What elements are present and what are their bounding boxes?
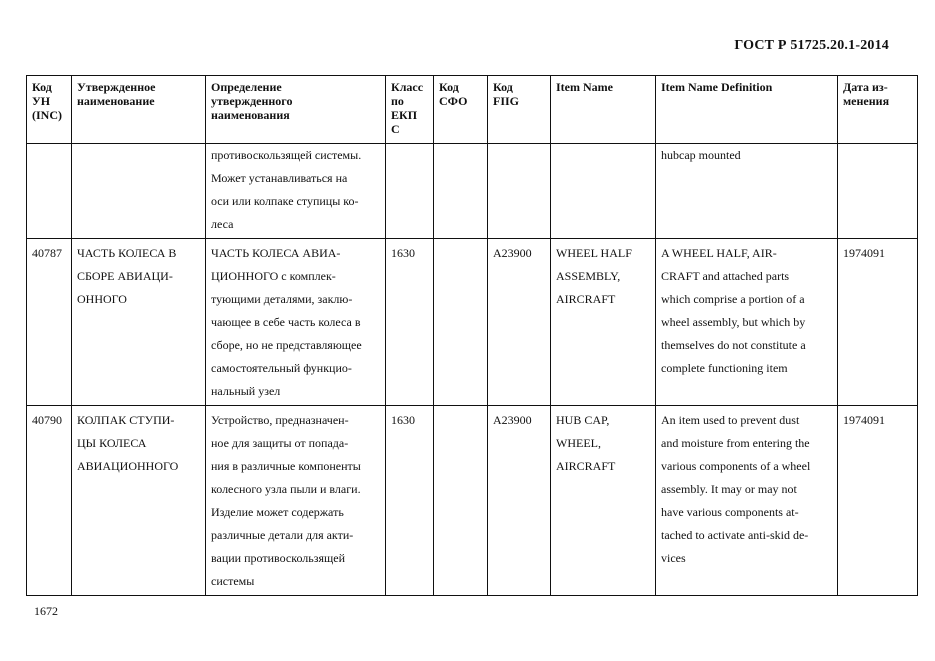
cell-line: АВИАЦИОННОГО <box>77 459 179 473</box>
cell-line: колесного узла пыли и влаги. <box>211 482 361 496</box>
table-header-row <box>27 76 918 144</box>
cell-fiig <box>488 406 551 596</box>
header-line: Item Name <box>556 80 613 94</box>
header-line: Item Name Definition <box>661 80 773 94</box>
cell-line: tached to activate anti-skid de- <box>661 528 809 542</box>
header-line: менения <box>843 94 890 108</box>
cell-line: ЧАСТЬ КОЛЕСА АВИА- <box>211 246 341 260</box>
cell-date <box>838 239 918 406</box>
cell-line: КОЛПАК СТУПИ- <box>77 413 175 427</box>
cell-item-definition <box>656 144 838 239</box>
cell-line: Изделие может содержать <box>211 505 344 519</box>
header-line: Класс <box>391 80 424 94</box>
cell-line: A WHEEL HALF, AIR- <box>661 246 777 260</box>
cell-line: ния в различные компоненты <box>211 459 361 473</box>
header-line: УН <box>32 94 51 108</box>
cell-line: Может устанавливаться на <box>211 171 348 185</box>
cell-line: самостоятельный функцио- <box>211 361 352 375</box>
header-date <box>838 76 918 144</box>
cell-line: тующими деталями, заклю- <box>211 292 353 306</box>
header-item-name <box>551 76 656 144</box>
cell-inc <box>27 406 72 596</box>
cell-line: vices <box>661 551 686 565</box>
header-sfo <box>434 76 488 144</box>
cell-fiig <box>488 239 551 406</box>
table-row <box>27 144 918 239</box>
cell-date <box>838 406 918 596</box>
cell-sfo <box>434 144 488 239</box>
header-line: Утвержденное <box>77 80 156 94</box>
cell-line: AIRCRAFT <box>556 292 616 306</box>
cell-item-name <box>551 406 656 596</box>
cell-line: ное для защиты от попада- <box>211 436 349 450</box>
header-line: ЕКП <box>391 108 418 122</box>
cell-line: оси или колпаке ступицы ко- <box>211 194 359 208</box>
cell-line: сборе, но не представляющее <box>211 338 362 352</box>
cell-line: леса <box>211 217 234 231</box>
header-line: Код <box>439 80 459 94</box>
cell-line: 1974091 <box>843 246 885 260</box>
cell-approved-name <box>72 239 206 406</box>
header-line: по <box>391 94 404 108</box>
cell-line: различные детали для акти- <box>211 528 354 542</box>
cell-line: нальный узел <box>211 384 281 398</box>
cell-approved-name <box>72 144 206 239</box>
cell-line: ЧАСТЬ КОЛЕСА В <box>77 246 177 260</box>
catalog-table <box>26 75 918 596</box>
cell-fiig <box>488 144 551 239</box>
cell-line: ОННОГО <box>77 292 127 306</box>
header-fiig <box>488 76 551 144</box>
header-line: утвержденного <box>211 94 293 108</box>
header-line: Определение <box>211 80 282 94</box>
cell-line: WHEEL HALF <box>556 246 632 260</box>
cell-line: Устройство, предназначен- <box>211 413 349 427</box>
cell-line: which comprise a portion of a <box>661 292 805 306</box>
header-line: СФО <box>439 94 468 108</box>
table-row <box>27 239 918 406</box>
cell-line: assembly. It may or may not <box>661 482 797 496</box>
header-line: наименования <box>211 108 290 122</box>
header-line: Код <box>32 80 52 94</box>
header-line: (INC) <box>32 108 62 122</box>
cell-line: 1974091 <box>843 413 885 427</box>
cell-line: and moisture from entering the <box>661 436 810 450</box>
cell-line: ЦИОННОГО с комплек- <box>211 269 336 283</box>
cell-class <box>386 239 434 406</box>
cell-line: вации противоскользящей <box>211 551 346 565</box>
cell-line: 1630 <box>391 413 415 427</box>
cell-item-name <box>551 144 656 239</box>
cell-line: 1630 <box>391 246 415 260</box>
cell-line: have various components at- <box>661 505 799 519</box>
header-class <box>386 76 434 144</box>
cell-line: themselves do not constitute a <box>661 338 806 352</box>
header-definition <box>206 76 386 144</box>
header-line: FIIG <box>493 94 520 108</box>
cell-line: ASSEMBLY, <box>556 269 621 283</box>
cell-line: hubcap mounted <box>661 148 741 162</box>
cell-line: various components of a wheel <box>661 459 811 473</box>
cell-line: HUB CAP, <box>556 413 610 427</box>
document-code: ГОСТ Р 51725.20.1-2014 <box>734 38 889 53</box>
cell-line: 40787 <box>32 246 62 260</box>
cell-inc <box>27 144 72 239</box>
table-row <box>27 406 918 596</box>
cell-definition <box>206 144 386 239</box>
cell-approved-name <box>72 406 206 596</box>
cell-item-definition <box>656 406 838 596</box>
cell-line: A23900 <box>493 246 532 260</box>
cell-definition <box>206 406 386 596</box>
cell-sfo <box>434 406 488 596</box>
cell-line: чающее в себе часть колеса в <box>211 315 361 329</box>
cell-line: системы <box>211 574 255 588</box>
cell-class <box>386 406 434 596</box>
cell-line: WHEEL, <box>556 436 601 450</box>
cell-line: противоскользящей системы. <box>211 148 362 162</box>
cell-item-definition <box>656 239 838 406</box>
cell-line: ЦЫ КОЛЕСА <box>77 436 147 450</box>
cell-line: A23900 <box>493 413 532 427</box>
cell-line: wheel assembly, but which by <box>661 315 806 329</box>
header-line: наименование <box>77 94 155 108</box>
cell-line: complete functioning item <box>661 361 788 375</box>
cell-inc <box>27 239 72 406</box>
cell-line: СБОРЕ АВИАЦИ- <box>77 269 173 283</box>
header-line: Дата из- <box>843 80 888 94</box>
cell-line: 40790 <box>32 413 62 427</box>
page-number: 1672 <box>34 604 58 618</box>
cell-definition <box>206 239 386 406</box>
header-item-definition <box>656 76 838 144</box>
cell-class <box>386 144 434 239</box>
header-inc <box>27 76 72 144</box>
cell-date <box>838 144 918 239</box>
cell-sfo <box>434 239 488 406</box>
cell-line: CRAFT and attached parts <box>661 269 790 283</box>
header-line: Код <box>493 80 513 94</box>
cell-line: An item used to prevent dust <box>661 413 800 427</box>
header-line: С <box>391 122 400 136</box>
cell-item-name <box>551 239 656 406</box>
cell-line: AIRCRAFT <box>556 459 616 473</box>
header-approved-name <box>72 76 206 144</box>
